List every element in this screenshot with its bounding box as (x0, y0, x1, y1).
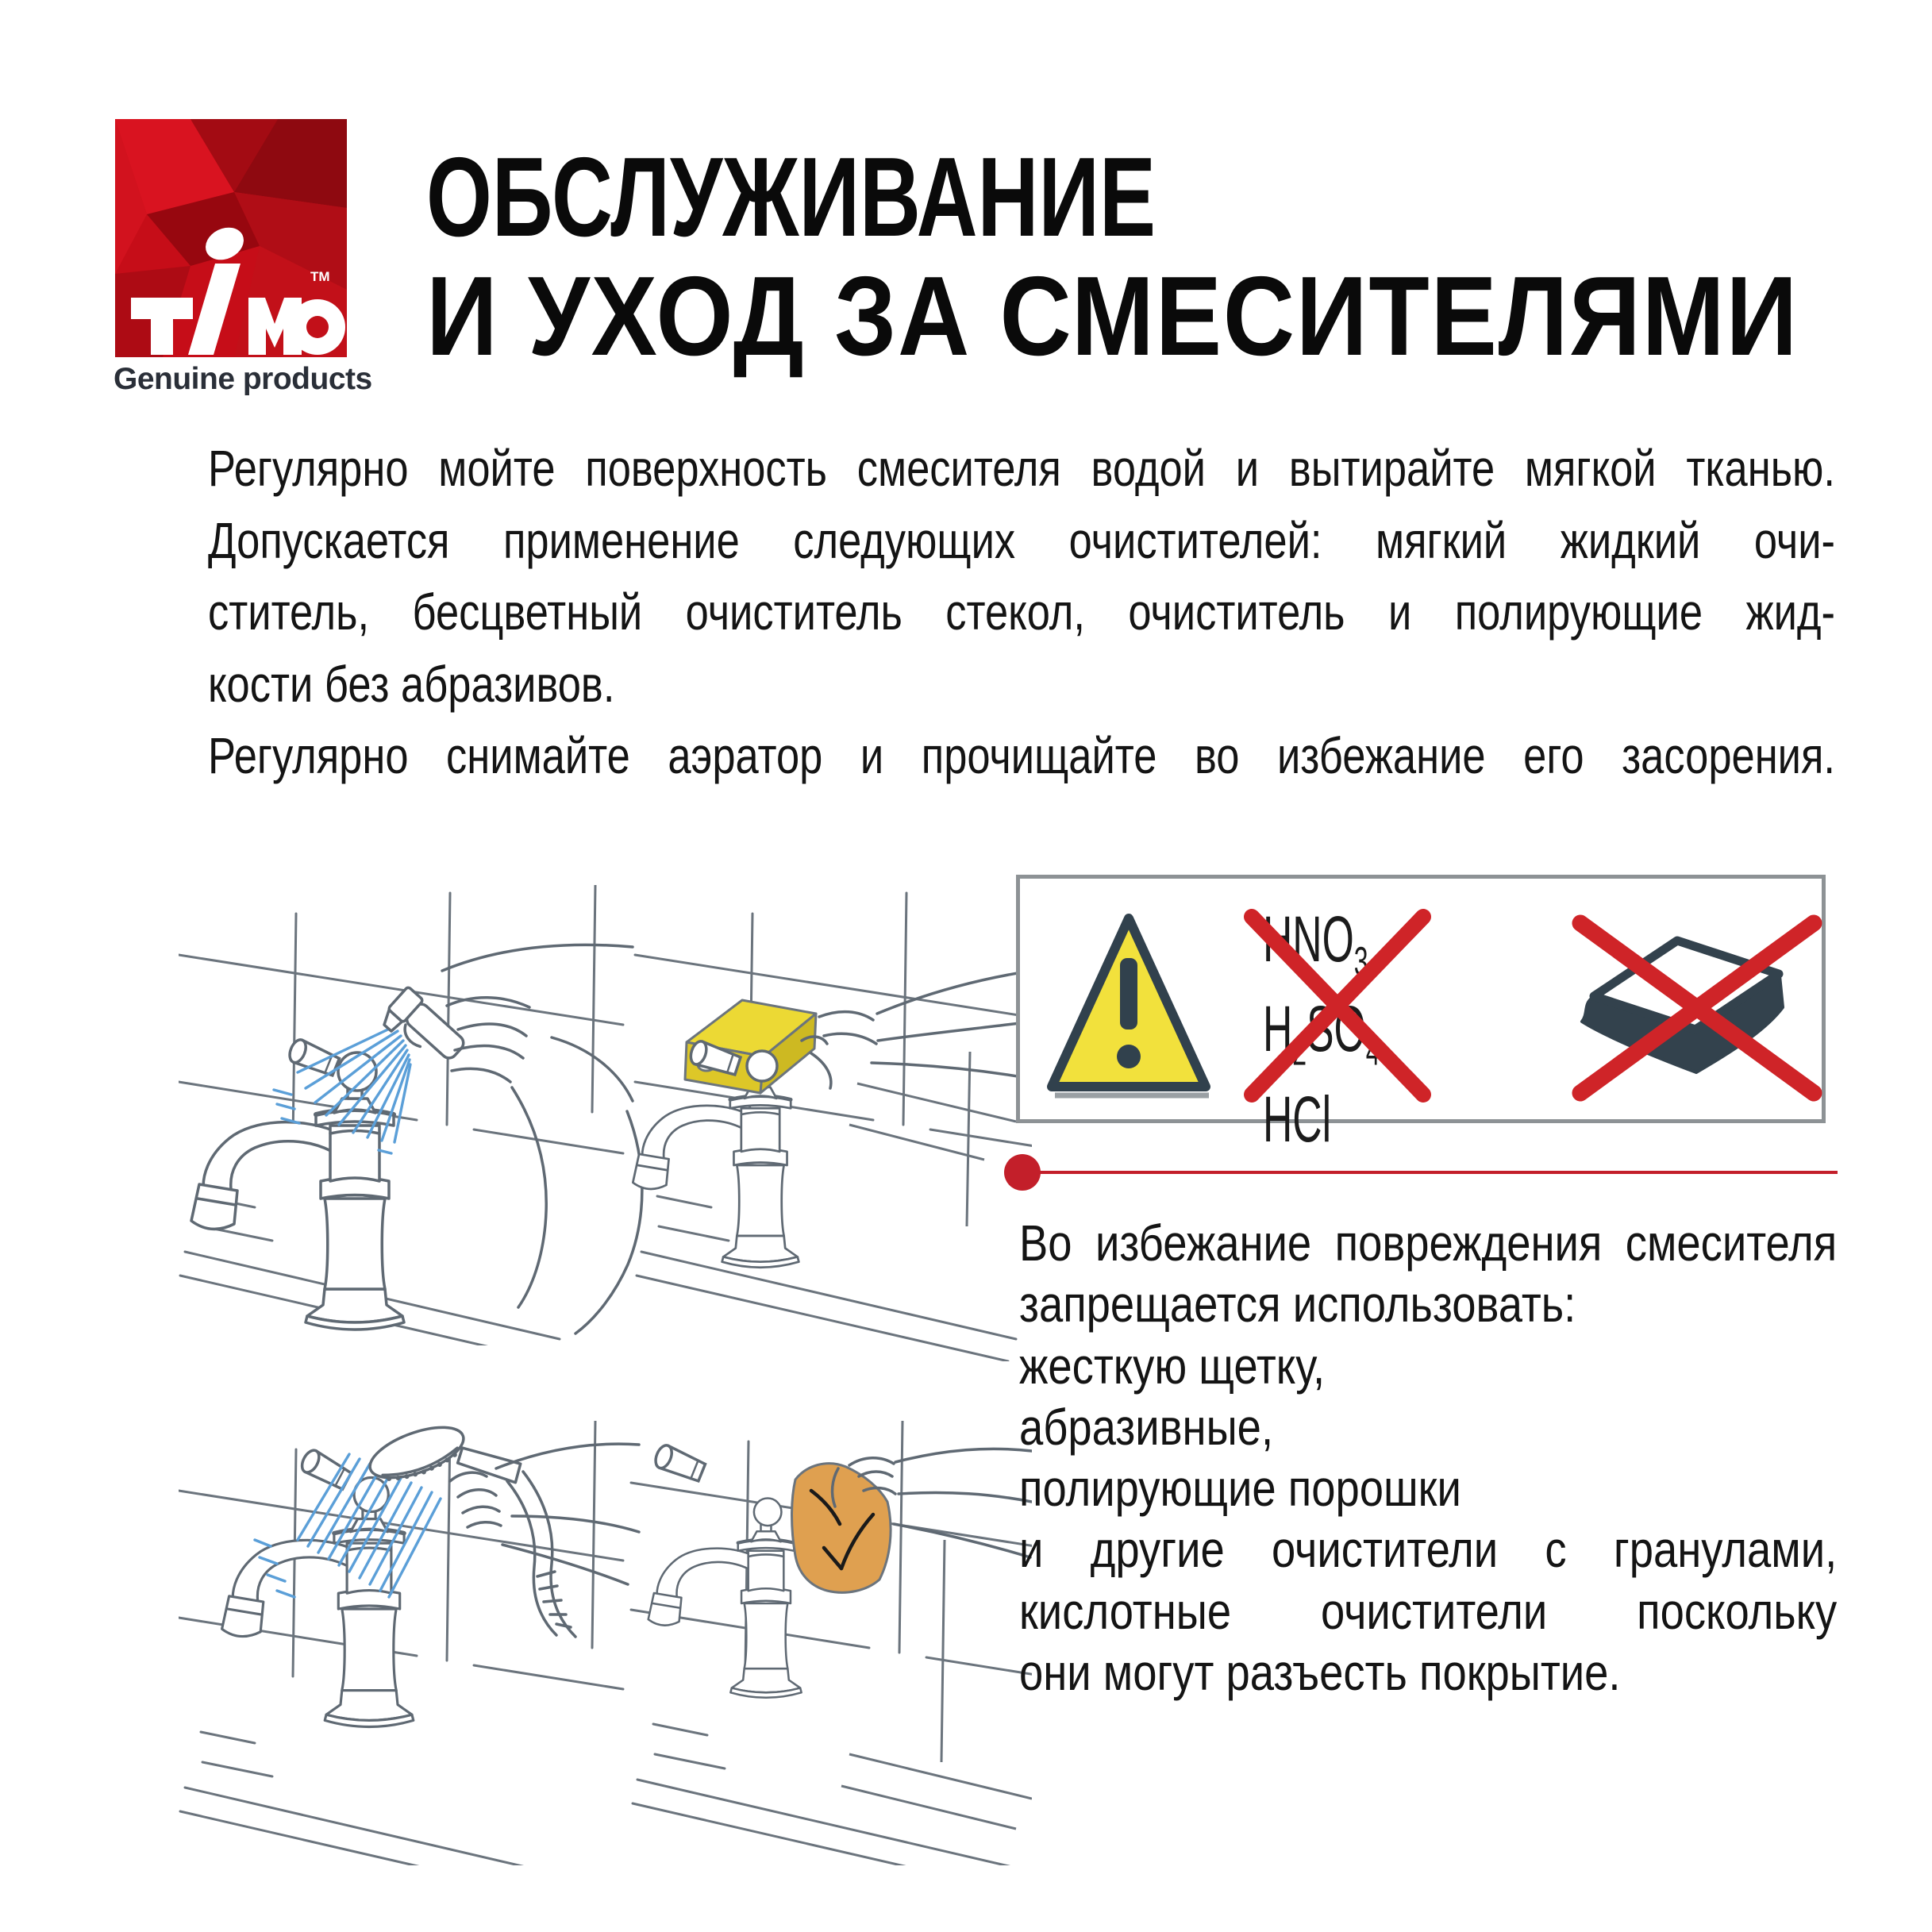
intro-paragraph (208, 433, 1835, 792)
warning-triangle-icon (1044, 907, 1214, 1102)
intro-line: Регулярно снимайте аэратор и прочищайте во избежание его засорения. (208, 727, 1835, 784)
hand-holding-sponge (802, 971, 1032, 1088)
prohibited-line: полирующие порошки (1019, 1460, 1461, 1518)
page-title-line1: ОБСЛУЖИВАНИЕ (426, 134, 1157, 260)
intro-line: кости без абразивов. (208, 655, 615, 713)
page-title-line2: И УХОД ЗА СМЕСИТЕЛЯМИ (426, 253, 1799, 379)
hand-shower-head (364, 1421, 639, 1637)
orange-cloth (792, 1464, 891, 1593)
prohibited-line: они могут разъесть покрытие. (1019, 1644, 1621, 1702)
intro-line: ститель, бесцветный очиститель стекол, очиститель и полирующие жид- (208, 583, 1835, 641)
warning-box (1016, 875, 1826, 1156)
red-divider-line (1024, 1171, 1838, 1174)
chemical-formula: $HNO_3$ (1263, 903, 1368, 984)
prohibited-line: Во избежание повреждения смесителя (1019, 1214, 1838, 1272)
prohibited-line: и другие очистители с гранулами, (1019, 1521, 1838, 1579)
no-acids-icon (1242, 903, 1433, 1156)
svg-text:TM: TM (310, 269, 330, 284)
hand-with-spray-bottle (379, 945, 642, 1334)
illustration-rinse-faucet-spray (179, 885, 655, 1345)
chemical-formula: $H_2SO_4$ (1263, 993, 1380, 1074)
no-abrasive-sponge-icon (1566, 909, 1828, 1107)
prohibited-items-text (1019, 1213, 1837, 1703)
intro-line: Допускается применение следующих очистителей: мягкий жидкий очи- (208, 511, 1835, 569)
illustration-rinse-with-shower-head (179, 1421, 655, 1865)
red-cross-icon (1242, 903, 1433, 1104)
prohibited-line: запрещается использовать: (1019, 1276, 1576, 1334)
timo-logo (115, 119, 347, 357)
illustration-wipe-with-soft-cloth (611, 1421, 1032, 1865)
logo-tagline: Genuine products (114, 362, 372, 396)
chemical-formula: HCl (1263, 1083, 1332, 1156)
intro-line: Регулярно мойте поверхность смесителя водой и вытирайте мягкой тканью. (208, 440, 1835, 497)
prohibited-line: абразивные, (1019, 1398, 1274, 1456)
prohibited-line: жесткую щетку, (1019, 1337, 1326, 1395)
illustration-clean-with-soft-sponge (611, 885, 1032, 1361)
prohibited-line: кислотные очистители поскольку (1019, 1582, 1838, 1640)
